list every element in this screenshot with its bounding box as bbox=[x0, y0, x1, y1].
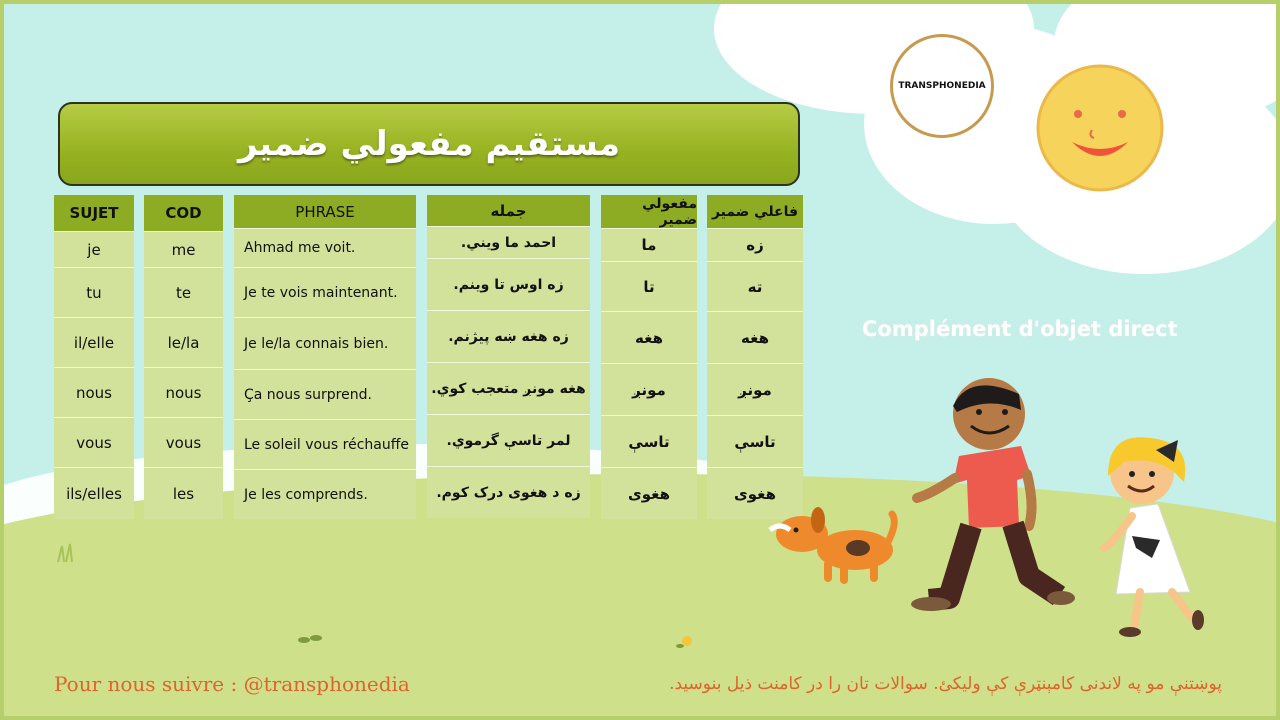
faeli-cell: مونږ bbox=[707, 363, 803, 415]
jomla-cell: احمد ما ویني. bbox=[427, 226, 590, 258]
sujet-cell: vous bbox=[54, 417, 134, 467]
faeli-cell: هغه bbox=[707, 311, 803, 363]
phrase-cell: Le soleil vous réchauffe bbox=[234, 419, 416, 469]
sun-icon bbox=[1032, 60, 1168, 196]
mafoli-cell: تا bbox=[601, 261, 697, 311]
jomla-cell: لمر تاسې گرموي. bbox=[427, 414, 590, 466]
follow-text: Pour nous suivre : @transphonedia bbox=[54, 672, 410, 696]
cod-cell: nous bbox=[144, 367, 223, 417]
cod-cell: vous bbox=[144, 417, 223, 467]
sujet-cell: il/elle bbox=[54, 317, 134, 367]
sujet-column bbox=[54, 195, 134, 519]
phrase-cell: Je le/la connais bien. bbox=[234, 317, 416, 369]
jomla-cell: زه د هغوی درک کوم. bbox=[427, 466, 590, 518]
faeli-cell: تاسې bbox=[707, 415, 803, 467]
dog-illustration bbox=[760, 502, 910, 592]
page-title-banner bbox=[58, 102, 800, 186]
mafoli-header: مفعولي ضمیر bbox=[601, 195, 697, 228]
mafoli-column bbox=[601, 195, 697, 519]
cod-cell: le/la bbox=[144, 317, 223, 367]
cod-header: COD bbox=[144, 195, 223, 231]
phrase-column bbox=[234, 195, 416, 519]
sujet-cell: ils/elles bbox=[54, 467, 134, 519]
cod-column bbox=[144, 195, 223, 519]
phrase-cell: Ahmad me voit. bbox=[234, 228, 416, 267]
phrase-cell: Je te vois maintenant. bbox=[234, 267, 416, 317]
mafoli-cell: تاسې bbox=[601, 415, 697, 467]
cod-cell: te bbox=[144, 267, 223, 317]
comment-note: پوښتنې مو په لاندنی کامېنټرې کې ولیکئ. سوالات تان را در کامنت ذیل بنوسید. bbox=[669, 674, 1222, 694]
jomla-cell: زه هغه ښه پیژنم. bbox=[427, 310, 590, 362]
cod-cell: me bbox=[144, 231, 223, 267]
mafoli-cell: ما bbox=[601, 228, 697, 261]
sujet-cell: je bbox=[54, 231, 134, 267]
flower-icon bbox=[298, 630, 322, 650]
jomla-cell: هغه مونږ متعجب کوي. bbox=[427, 362, 590, 414]
overlay-title: Complément d'objet direct bbox=[862, 317, 1178, 341]
page-title: مستقیم مفعولي ضمیر bbox=[237, 124, 621, 164]
faeli-cell: هغوی bbox=[707, 467, 803, 519]
jomla-cell: زه اوس تا وینم. bbox=[427, 258, 590, 310]
mafoli-cell: هغه bbox=[601, 311, 697, 363]
phrase-header: PHRASE bbox=[234, 195, 416, 228]
sujet-header: SUJET bbox=[54, 195, 134, 231]
girl-illustration bbox=[1094, 432, 1224, 642]
sujet-cell: tu bbox=[54, 267, 134, 317]
cod-cell: les bbox=[144, 467, 223, 519]
jomla-header: جمله bbox=[427, 195, 590, 226]
faeli-cell: زه bbox=[707, 228, 803, 261]
phrase-cell: Ça nous surprend. bbox=[234, 369, 416, 419]
boy-illustration bbox=[909, 376, 1079, 616]
sujet-cell: nous bbox=[54, 367, 134, 417]
mafoli-cell: هغوی bbox=[601, 467, 697, 519]
flower-icon bbox=[676, 630, 698, 652]
grass-tuft-icon bbox=[54, 540, 78, 564]
faeli-cell: ته bbox=[707, 261, 803, 311]
phrase-cell: Je les comprends. bbox=[234, 469, 416, 519]
jomla-column bbox=[427, 195, 590, 519]
faeli-header: فاعلي ضمیر bbox=[707, 195, 803, 228]
transphonedia-logo: TRANSPHONEDIA bbox=[890, 34, 994, 138]
faeli-column bbox=[707, 195, 803, 519]
mafoli-cell: مونږ bbox=[601, 363, 697, 415]
